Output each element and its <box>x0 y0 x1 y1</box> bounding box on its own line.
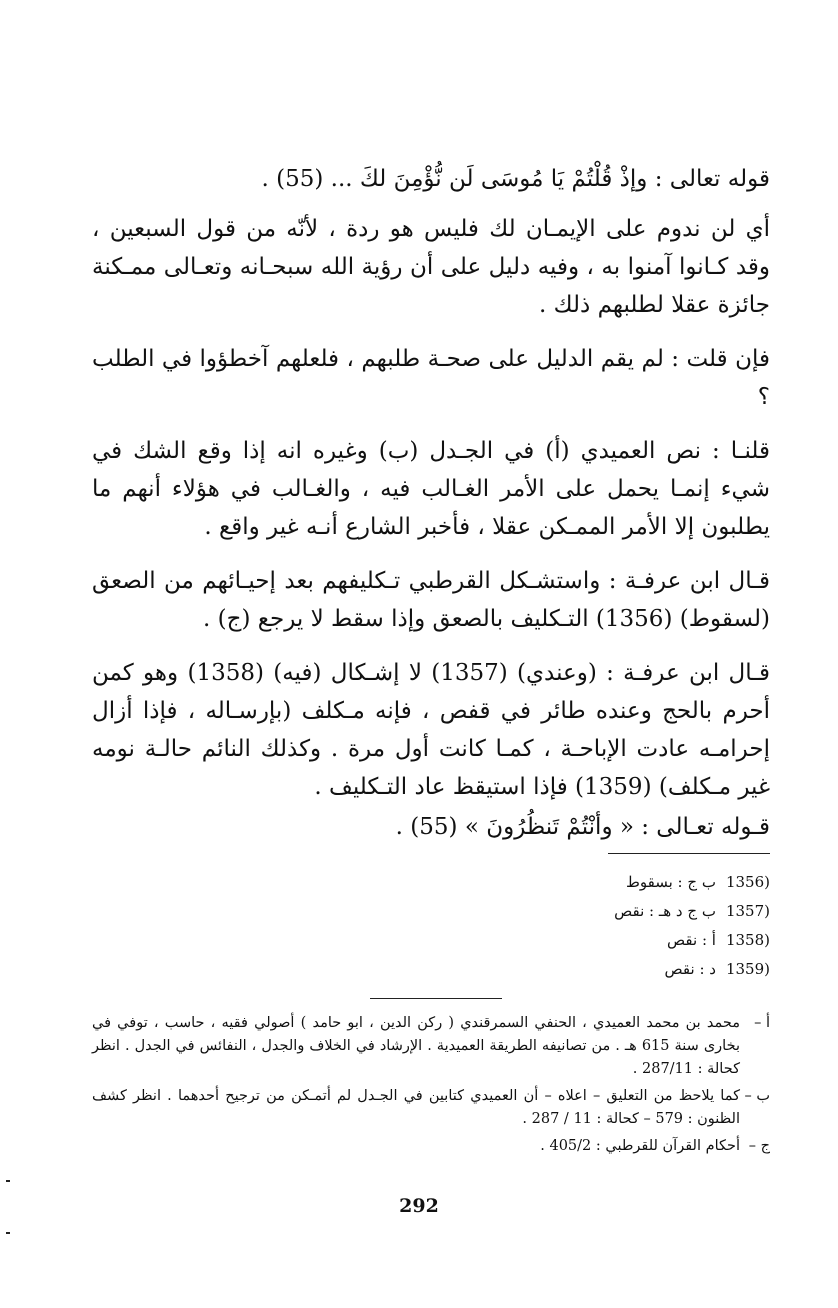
notes-separator <box>370 998 502 999</box>
editor-notes <box>92 1012 770 1162</box>
note-item: ج – أحكام القرآن للقرطبي : 405/2 . <box>92 1135 770 1158</box>
footnote-item: (1356ب ج : بسقوط <box>626 873 770 891</box>
paragraph-2: فإن قلت : لم يقم الدليل على صحـة طلبهم ، فلعلهم آخطؤوا في الطلب ؟ <box>92 346 770 410</box>
page-number: 292 <box>399 1195 439 1217</box>
paragraph-4: قـال ابن عرفـة : واستشـكل القرطبي تـكليفهم بعد إحيـائهم من الصعق (لسقوط) (1356) التـكليف بالصعق وإذا سقط لا يرجع (ج) . <box>92 568 770 632</box>
footnote-item: (1358أ : نقص <box>667 931 770 949</box>
verse-quote-2: قـوله تعـالى : « وأنْتُمْ تَنظُرُونَ » (55) . <box>395 814 770 840</box>
footnote-separator <box>608 853 770 854</box>
footnote-item: (1359د : نقص <box>664 960 770 978</box>
variant-footnotes <box>520 868 770 984</box>
note-item: أ – محمد بن محمد العميدي ، الحنفي السمرقندي ( ركن الدين ، ابو حامد ) أصولي فقيه ، حاسب ، توفي في بخارى سنة 615 هـ . من تصانيفه الطريقة العميدية . الإرشاد في الخلاف والجدل ، النفائس في الجدل . انظر كحالة : 287/11 . <box>92 1012 770 1081</box>
scan-mark <box>6 1180 10 1182</box>
footnote-item: (1357ب ج د هـ : نقص <box>614 902 770 920</box>
verse-quote-1: قوله تعالى : وإذْ قُلْتُمْ يَا مُوسَى لَن نُّؤْمِنَ لكَ ... (55) . <box>261 166 770 192</box>
paragraph-3: قلنـا : نص العميدي (أ) في الجـدل (ب) وغيره انه إذا وقع الشك في شيء إنمـا يحمل على الأمر الغـالب فيه ، والغـالب في هؤلاء أنهم ما يطلبون إلا الأمر الممـكن عقلا ، فأخبر الشارع أنـه غير واقع . <box>92 438 770 540</box>
paragraph-5: قـال ابن عرفـة : (وعندي) (1357) لا إشـكال (فيه) (1358) وهو كمن أحرم بالحج وعنده طائر في قفص ، فإنه مـكلف (بإرسـاله ، فإذا أزال إحرامـه عادت الإباحـة ، كمـا كانت أول مرة . وكذلك النائم حالـة نومه غير مـكلف) (1359) فإذا استيقظ عاد التـكليف . <box>92 660 770 800</box>
scan-mark <box>6 1232 10 1234</box>
note-letter: ب – <box>744 1088 770 1104</box>
main-text <box>92 160 770 846</box>
note-item: ب – كما يلاحظ من التعليق – اعلاه – أن العميدي كتابين في الجـدل لم أتمـكن من ترجيح أحدهما . انظر كشف الظنون : 579 – كحالة : 11 / 287 . <box>92 1085 770 1131</box>
note-letter: ج – <box>748 1138 770 1154</box>
paragraph-1: أي لن ندوم على الإيمـان لك فليس هو ردة ، لأنّه من قول السبعين ، وقد كـانوا آمنوا به ، وفيه دليل على أن رؤية الله سبحـانه وتعـالى ممـكنة جائزة عقلا لطلبهم ذلك . <box>92 216 770 318</box>
note-letter: أ – <box>754 1015 770 1031</box>
